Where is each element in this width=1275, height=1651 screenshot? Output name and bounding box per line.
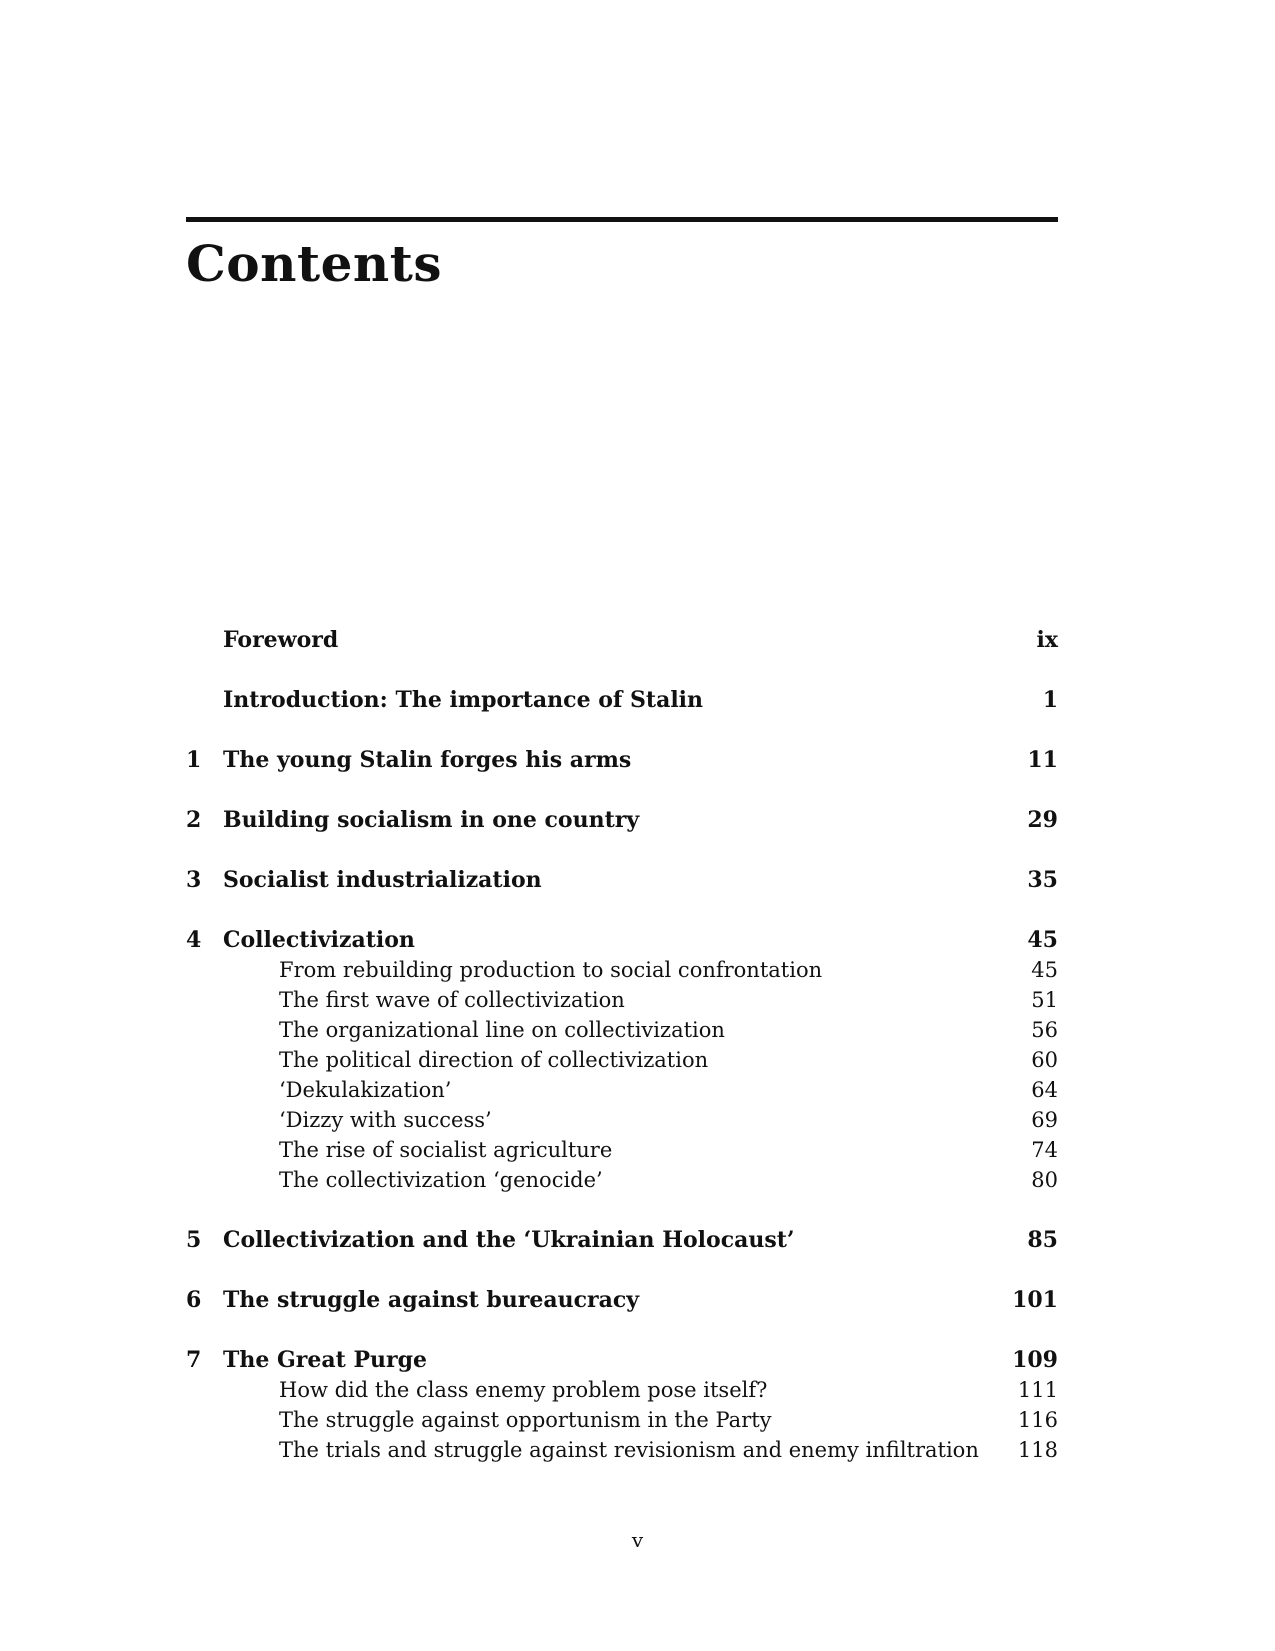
chapter-number: 4 — [186, 927, 202, 953]
toc-chapter-entry[interactable] — [186, 805, 1058, 835]
toc-chapter — [186, 1285, 1058, 1315]
toc-chapter-entry[interactable] — [186, 625, 1058, 655]
chapter-title: The young Stalin forges his arms — [223, 747, 632, 773]
section-title: The organizational line on collectivization — [279, 1018, 725, 1042]
section-title: The rise of socialist agriculture — [279, 1138, 613, 1162]
chapter-number: 1 — [186, 747, 202, 773]
section-page-number: 69 — [1031, 1108, 1058, 1132]
table-of-contents — [186, 625, 1058, 1495]
section-page-number: 45 — [1031, 958, 1058, 982]
chapter-page-number: 101 — [1012, 1287, 1058, 1313]
section-page-number: 116 — [1017, 1408, 1058, 1432]
chapter-page-number: 85 — [1027, 1227, 1058, 1253]
toc-chapter-entry[interactable] — [186, 685, 1058, 715]
toc-section-entry[interactable] — [186, 1405, 1058, 1435]
section-title: ‘Dizzy with success’ — [279, 1108, 492, 1132]
chapter-title: Collectivization — [223, 927, 415, 953]
chapter-title: Introduction: The importance of Stalin — [223, 687, 704, 713]
section-page-number: 111 — [1017, 1378, 1058, 1402]
toc-section-entry[interactable] — [186, 1135, 1058, 1165]
chapter-title: Collectivization and the ‘Ukrainian Holocaust’ — [223, 1227, 795, 1253]
section-page-number: 60 — [1031, 1048, 1058, 1072]
chapter-page-number: 11 — [1027, 747, 1058, 773]
page-title: Contents — [186, 234, 443, 293]
toc-section-entry[interactable] — [186, 1165, 1058, 1195]
page-number: v — [631, 1528, 644, 1552]
toc-chapter — [186, 805, 1058, 835]
section-page-number: 56 — [1031, 1018, 1058, 1042]
chapter-page-number: 35 — [1027, 867, 1058, 893]
chapter-page-number: 1 — [1042, 687, 1058, 713]
toc-section-entry[interactable] — [186, 1105, 1058, 1135]
section-list — [186, 955, 1058, 1195]
toc-chapter — [186, 1225, 1058, 1255]
toc-chapter — [186, 745, 1058, 775]
chapter-title: Foreword — [223, 627, 339, 653]
toc-section-entry[interactable] — [186, 1375, 1058, 1405]
toc-chapter — [186, 1345, 1058, 1465]
chapter-number: 3 — [186, 867, 202, 893]
toc-chapter-entry[interactable] — [186, 925, 1058, 955]
chapter-page-number: ix — [1036, 627, 1058, 653]
toc-section-entry[interactable] — [186, 1435, 1058, 1465]
chapter-page-number: 109 — [1012, 1347, 1058, 1373]
chapter-title: The struggle against bureaucracy — [223, 1287, 640, 1313]
section-title: ‘Dekulakization’ — [279, 1078, 452, 1102]
toc-section-entry[interactable] — [186, 1075, 1058, 1105]
section-title: The political direction of collectivization — [279, 1048, 709, 1072]
section-title: The struggle against opportunism in the Party — [279, 1408, 772, 1432]
section-title: How did the class enemy problem pose itself? — [279, 1378, 768, 1402]
chapter-title: Building socialism in one country — [223, 807, 640, 833]
section-title: The first wave of collectivization — [279, 988, 625, 1012]
chapter-title: Socialist industrialization — [223, 867, 542, 893]
section-page-number: 74 — [1031, 1138, 1058, 1162]
section-title: From rebuilding production to social confrontation — [279, 958, 823, 982]
section-page-number: 118 — [1017, 1438, 1058, 1462]
toc-section-entry[interactable] — [186, 1015, 1058, 1045]
toc-chapter — [186, 865, 1058, 895]
title-rule — [186, 217, 1058, 222]
section-page-number: 51 — [1031, 988, 1058, 1012]
chapter-number: 2 — [186, 807, 202, 833]
toc-chapter-entry[interactable] — [186, 865, 1058, 895]
chapter-page-number: 29 — [1027, 807, 1058, 833]
chapter-number: 7 — [186, 1347, 202, 1373]
section-page-number: 80 — [1031, 1168, 1058, 1192]
toc-section-entry[interactable] — [186, 1045, 1058, 1075]
section-title: The trials and struggle against revisionism and enemy infiltration — [279, 1438, 979, 1462]
section-list — [186, 1375, 1058, 1465]
toc-chapter — [186, 685, 1058, 715]
chapter-page-number: 45 — [1027, 927, 1058, 953]
chapter-number: 6 — [186, 1287, 202, 1313]
section-title: The collectivization ‘genocide’ — [279, 1168, 603, 1192]
chapter-number: 5 — [186, 1227, 202, 1253]
toc-chapter-entry[interactable] — [186, 745, 1058, 775]
toc-chapter-entry[interactable] — [186, 1225, 1058, 1255]
toc-chapter — [186, 625, 1058, 655]
toc-chapter — [186, 925, 1058, 1195]
chapter-title: The Great Purge — [223, 1347, 427, 1373]
section-page-number: 64 — [1031, 1078, 1058, 1102]
toc-section-entry[interactable] — [186, 955, 1058, 985]
toc-section-entry[interactable] — [186, 985, 1058, 1015]
toc-chapter-entry[interactable] — [186, 1285, 1058, 1315]
toc-chapter-entry[interactable] — [186, 1345, 1058, 1375]
